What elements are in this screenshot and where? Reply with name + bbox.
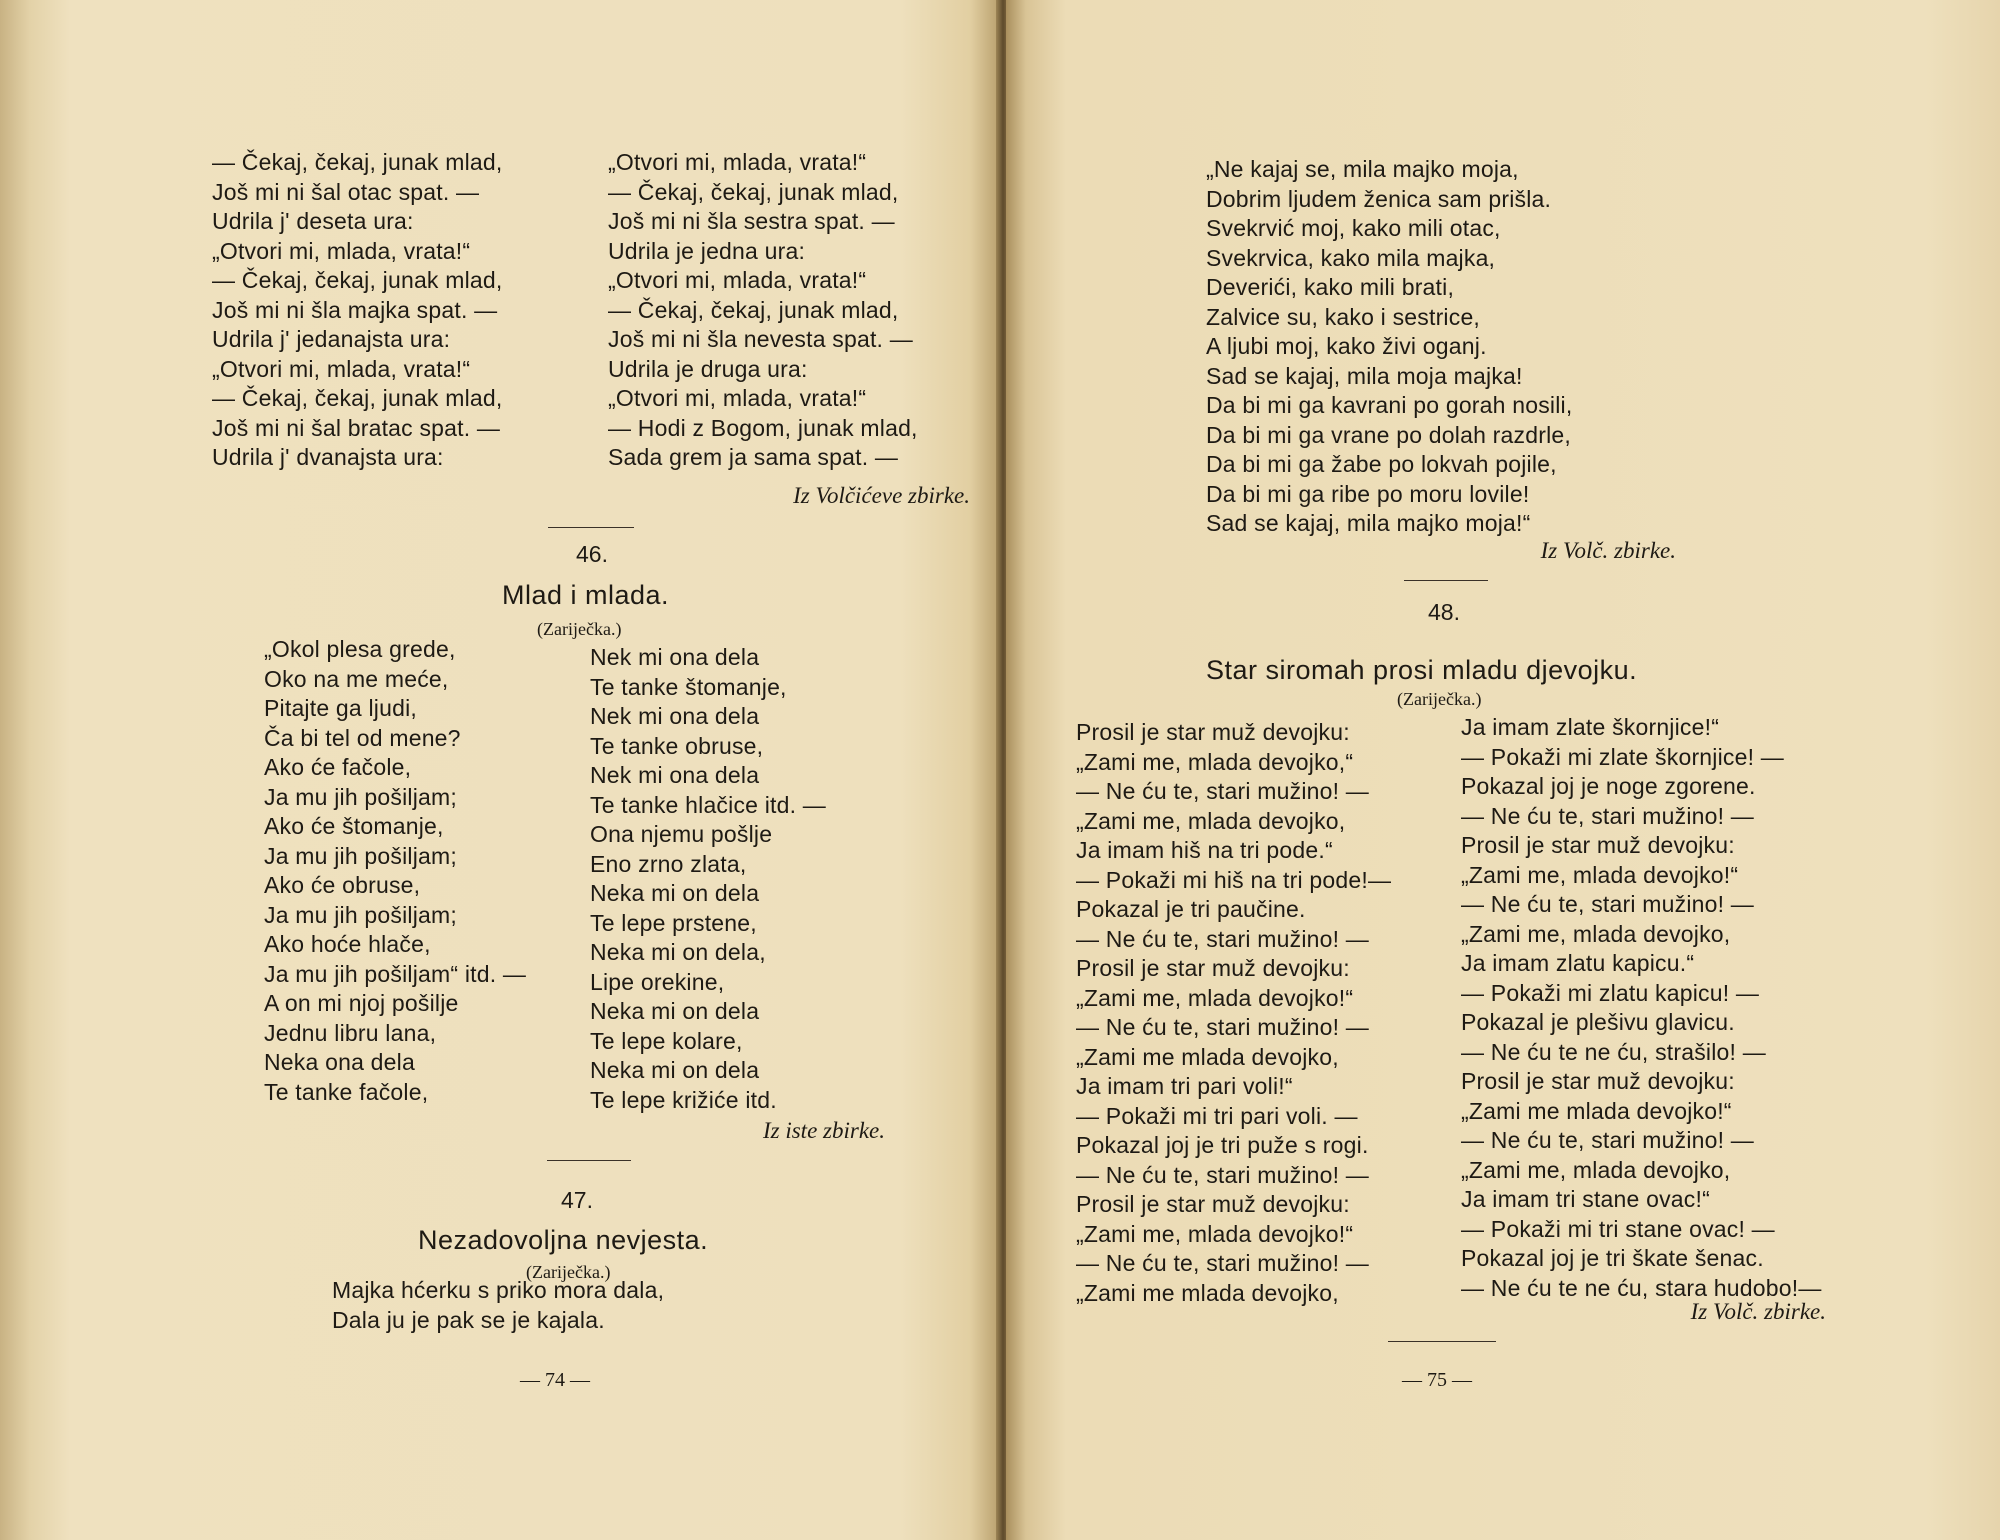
- poem45-continuation-col2: [608, 148, 918, 473]
- poem48-line: Prosil je star muž devojku:: [1076, 719, 1350, 745]
- page-number-left: — 74 —: [520, 1369, 590, 1391]
- poem46-source: Iz iste zbirke.: [762, 1118, 885, 1143]
- page-number-right: — 75 —: [1402, 1369, 1472, 1391]
- poem47-line: A ljubi moj, kako živi oganj.: [1206, 333, 1487, 359]
- poem46-line: Te tanke hlačice itd. —: [590, 791, 826, 818]
- poem46-line: Lipe orekine,: [590, 968, 725, 995]
- poem47-line: Da bi mi ga ribe po moru lovile!: [1206, 480, 1530, 507]
- poem48-line: — Ne ću te, stari mužino! —: [1076, 1014, 1369, 1040]
- poem48-line: — Ne ću te, stari mužino! —: [1076, 1250, 1369, 1276]
- poem46-col2: [590, 643, 826, 1115]
- poem46-line: Ja mu jih pošiljam;: [264, 842, 457, 869]
- poem45-line: — Čekaj, čekaj, junak mlad,: [608, 296, 899, 323]
- poem47-line: Zalvice su, kako i sestrice,: [1206, 303, 1481, 330]
- poem48-line: „Zami me, mlada devojko!“: [1461, 861, 1739, 888]
- poem45-line: — Čekaj, čekaj, junak mlad,: [608, 178, 899, 205]
- poem46-line: Nek mi ona dela: [590, 762, 760, 788]
- poem48-line: „Zami me, mlada devojko,: [1461, 920, 1731, 947]
- poem48-line: — Ne ću te ne ću, stara hudobo!—: [1461, 1274, 1822, 1301]
- poem46-line: Te lepe križiće itd.: [590, 1086, 777, 1113]
- poem45-line: Udrila je jedna ura:: [608, 237, 806, 264]
- poem48-col1: [1076, 718, 1391, 1308]
- poem47-line: Deverići, kako mili brati,: [1206, 274, 1455, 300]
- poem46-line: Pitajte ga ljudi,: [264, 695, 417, 721]
- poem48-line: „Zami me, mlada devojko!“: [1076, 984, 1354, 1011]
- poem48-line: Pokazal joj je tri puže s rogi.: [1076, 1132, 1369, 1158]
- poem46-line: Te tanke obruse,: [590, 732, 764, 759]
- poem46-line: Neka mi on dela: [590, 880, 760, 906]
- poem47-lines: [332, 1276, 664, 1335]
- poem48-line: Pokazal joj je noge zgorene.: [1461, 773, 1756, 799]
- poem48-line: Ja imam hiš na tri pode.“: [1076, 837, 1333, 863]
- poem45-line: Udrila je druga ura:: [608, 355, 808, 382]
- poem47-line: Majka hćerku s priko mora dala,: [332, 1277, 665, 1303]
- poem47-line: Da bi mi ga kavrani po gorah nosili,: [1206, 392, 1573, 418]
- poem47-line: Dala ju je pak se je kajala.: [332, 1306, 605, 1333]
- poem48-line: — Ne ću te, stari mužino! —: [1461, 1127, 1754, 1153]
- poem46-line: Te tanke fačole,: [264, 1078, 429, 1105]
- poem46-line: Jednu libru lana,: [264, 1019, 437, 1046]
- poem45-line: Udrila j' deseta ura:: [212, 208, 414, 234]
- separator-rule: [547, 1160, 631, 1161]
- poem48-line: — Pokaži mi tri pari voli. —: [1076, 1102, 1358, 1129]
- poem46-line: Ona njemu pošlje: [590, 821, 773, 847]
- poem48-line: Prosil je star muž devojku:: [1461, 1068, 1735, 1094]
- poem45-line: „Otvori mi, mlada, vrata!“: [212, 237, 471, 264]
- poem45-line: „Otvori mi, mlada, vrata!“: [608, 385, 867, 411]
- poem48-line: Ja imam tri stane ovac!“: [1461, 1186, 1710, 1212]
- poem46-line: Ako hoće hlače,: [264, 931, 431, 957]
- poem46-line: Te lepe prstene,: [590, 909, 757, 936]
- poem46-line: „Okol plesa grede,: [264, 636, 456, 662]
- poem47-title: Nezadovoljna nevjesta.: [418, 1225, 709, 1255]
- poem48-line: — Ne ću te, stari mužino! —: [1076, 925, 1369, 952]
- poem46-col1: [264, 635, 526, 1107]
- poem45-line: — Čekaj, čekaj, junak mlad,: [212, 385, 503, 411]
- poem48-line: Ja imam zlate škornjice!“: [1461, 714, 1720, 740]
- poem46-line: Neka ona dela: [264, 1049, 415, 1075]
- poem47-line: Da bi mi ga žabe po lokvah pojile,: [1206, 451, 1557, 477]
- poem45-continuation-col1: [212, 148, 502, 473]
- poem46-line: Eno zrno zlata,: [590, 850, 747, 877]
- poem48-line: — Ne ću te, stari mužino! —: [1461, 891, 1754, 917]
- poem48-line: Prosil je star muž devojku:: [1461, 832, 1735, 858]
- poem45-line: Još mi ni šla sestra spat. —: [608, 208, 895, 234]
- poem48-number: 48.: [1428, 599, 1460, 625]
- poem45-line: Još mi ni šal otac spat. —: [212, 178, 480, 205]
- poem46-line: Ja mu jih pošiljam;: [264, 901, 457, 928]
- poem48-line: — Pokaži mi zlate škornjice! —: [1461, 743, 1784, 770]
- poem48-line: — Pokaži mi hiš na tri pode!—: [1076, 866, 1392, 893]
- poem46-line: Nek mi ona dela: [590, 644, 760, 670]
- poem48-line: — Ne ću te ne ću, strašilo! —: [1461, 1038, 1766, 1065]
- right-page: [1006, 0, 2000, 1540]
- poem48-line: — Ne ću te, stari mužino! —: [1076, 778, 1369, 804]
- poem46-line: A on mi njoj pošilje: [264, 990, 459, 1016]
- poem47-source: Iz Volč. zbirke.: [1540, 538, 1676, 563]
- poem46-line: Ako će obruse,: [264, 872, 421, 898]
- poem47-subtitle: (Zarіječka.): [526, 1262, 611, 1282]
- poem48-line: — Ne ću te, stari mužino! —: [1461, 802, 1754, 829]
- poem48-line: — Ne ću te, stari mužino! —: [1076, 1161, 1369, 1188]
- poem48-subtitle: (Zarіječka.): [1397, 689, 1482, 709]
- poem47-continuation: [1206, 155, 1572, 539]
- separator-rule: [1404, 580, 1488, 581]
- poem47-line: „Ne kajaj se, mila majko moja,: [1206, 156, 1519, 182]
- poem45-line: „Otvori mi, mlada, vrata!“: [608, 267, 867, 293]
- poem45-line: „Otvori mi, mlada, vrata!“: [608, 149, 867, 175]
- poem45-line: — Čekaj, čekaj, junak mlad,: [212, 149, 503, 175]
- poem46-line: Nek mi ona dela: [590, 703, 760, 729]
- poem46-line: Neka mi on dela,: [590, 939, 766, 965]
- poem48-source: Iz Volč. zbirke.: [1690, 1299, 1826, 1324]
- separator-rule: [548, 527, 634, 528]
- poem45-line: Sada grem ja sama spat. —: [608, 444, 899, 470]
- poem48-line: „Zami me, mlada devojko,: [1461, 1156, 1731, 1183]
- poem48-line: Pokazal joj je tri škate šenac.: [1461, 1245, 1764, 1271]
- poem48-line: Pokazal je tri paučine.: [1076, 896, 1306, 922]
- poem46-line: Neka mi on dela: [590, 998, 760, 1024]
- poem45-line: — Čekaj, čekaj, junak mlad,: [212, 267, 503, 293]
- poem47-line: Svekrvica, kako mila majka,: [1206, 244, 1496, 271]
- poem48-col2: [1461, 713, 1822, 1303]
- poem45-line: Još mi ni šla nevesta spat. —: [608, 326, 913, 352]
- poem48-line: „Zami me mlada devojko,: [1076, 1043, 1339, 1070]
- poem46-number: 46.: [576, 541, 608, 567]
- poem48-line: — Pokaži mi zlatu kapicu! —: [1461, 979, 1760, 1006]
- poem45-line: Još mi ni šla majka spat. —: [212, 296, 498, 323]
- poem47-line: Dobrim ljudem ženica sam prišla.: [1206, 185, 1552, 212]
- poem46-line: Ako će štomanje,: [264, 813, 444, 839]
- poem48-line: „Zami me mlada devojko!“: [1461, 1097, 1732, 1124]
- poem46-line: Neka mi on dela: [590, 1057, 760, 1083]
- poem45-source: Iz Volčićeve zbirke.: [793, 483, 970, 508]
- poem48-line: „Zami me, mlada devojko,“: [1076, 748, 1354, 775]
- poem45-line: Udrila j' jedanajsta ura:: [212, 326, 451, 352]
- poem48-line: Pokazal je plešivu glavicu.: [1461, 1009, 1735, 1035]
- poem48-line: „Zami me mlada devojko,: [1076, 1279, 1339, 1306]
- poem48-line: „Zami me, mlada devojko,: [1076, 807, 1346, 834]
- poem46-line: Ča bi tel od mene?: [264, 724, 461, 751]
- poem47-number: 47.: [561, 1187, 593, 1213]
- poem46-line: Oko na me meće,: [264, 665, 449, 692]
- poem46-line: Ja mu jih pošiljam“ itd. —: [264, 960, 527, 987]
- poem47-line: Svekrvić moj, kako mili otac,: [1206, 215, 1501, 241]
- poem48-title: Star siromah prosi mladu djevojku.: [1206, 655, 1638, 685]
- poem48-line: „Zami me, mlada devojko!“: [1076, 1220, 1354, 1247]
- poem46-line: Ja mu jih pošiljam;: [264, 783, 457, 810]
- poem45-line: Udrila j' dvanajsta ura:: [212, 444, 444, 470]
- poem46-subtitle: (Zarіječka.): [537, 619, 622, 639]
- poem48-line: Prosil je star muž devojku:: [1076, 955, 1350, 981]
- poem46-line: Te lepe kolare,: [590, 1027, 743, 1054]
- poem46-line: Te tanke štomanje,: [590, 673, 787, 700]
- separator-rule: [1388, 1341, 1496, 1342]
- poem47-line: Sad se kajaj, mila moja majka!: [1206, 362, 1523, 389]
- poem47-line: Sad se kajaj, mila majko moja!“: [1206, 510, 1531, 536]
- poem46-line: Ako će fačole,: [264, 754, 412, 780]
- poem45-line: Još mi ni šal bratac spat. —: [212, 414, 501, 441]
- poem48-line: — Pokaži mi tri stane ovac! —: [1461, 1215, 1775, 1242]
- poem48-line: Prosil je star muž devojku:: [1076, 1191, 1350, 1217]
- poem45-line: — Hodi z Bogom, junak mlad,: [608, 414, 918, 441]
- poem46-title: Mlad i mlada.: [502, 580, 670, 610]
- poem48-line: Ja imam tri pari voli!“: [1076, 1073, 1293, 1099]
- poem45-line: „Otvori mi, mlada, vrata!“: [212, 355, 471, 382]
- poem48-line: Ja imam zlatu kapicu.“: [1461, 950, 1695, 976]
- poem47-line: Da bi mi ga vrane po dolah razdrle,: [1206, 421, 1571, 448]
